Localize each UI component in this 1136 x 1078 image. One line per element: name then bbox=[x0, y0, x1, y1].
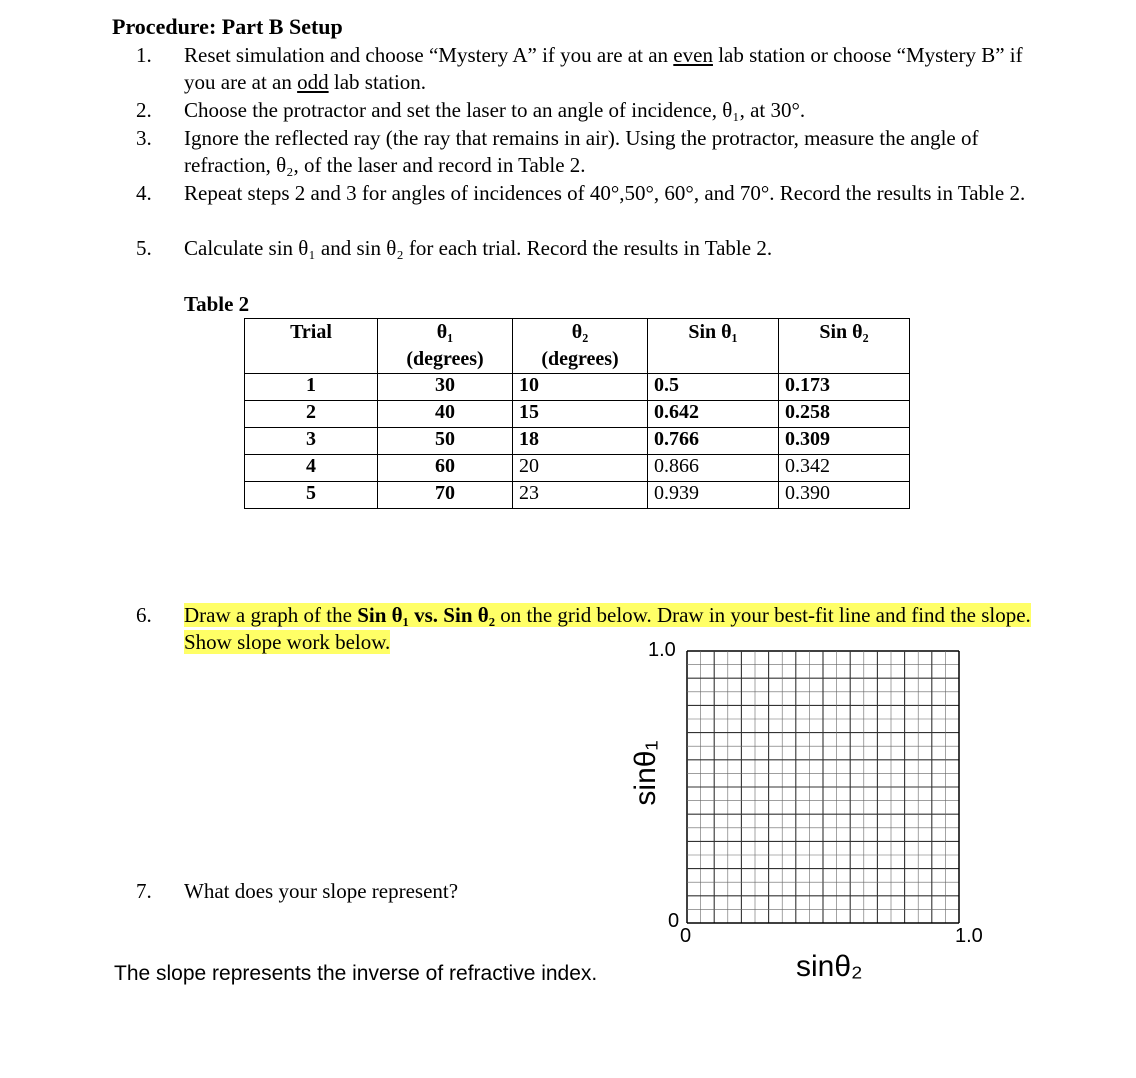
table-row bbox=[245, 428, 910, 455]
step-number: 7. bbox=[136, 879, 152, 903]
cell-theta1: 70 bbox=[378, 482, 513, 509]
cell-theta1: 60 bbox=[378, 455, 513, 482]
header-theta2: θ₂ (degrees) bbox=[513, 319, 648, 374]
step-number: 5. bbox=[136, 236, 152, 260]
header-sin-theta1: Sin θ₁ bbox=[648, 319, 779, 374]
cell-sin-theta1: 0.766 bbox=[648, 428, 779, 455]
step-text: What does your slope represent? bbox=[184, 879, 459, 903]
cell-sin-theta1: 0.866 bbox=[648, 455, 779, 482]
table-row bbox=[245, 374, 910, 401]
step-3 bbox=[136, 125, 1056, 179]
step-1 bbox=[136, 42, 1056, 96]
step-text: Repeat steps 2 and 3 for angles of incidences of 40°,50°, 60°, and 70°. Record the results in Table 2. bbox=[184, 181, 1026, 205]
cell-theta2: 23 bbox=[513, 482, 648, 509]
cell-sin-theta2: 0.258 bbox=[779, 401, 910, 428]
cell-trial: 4 bbox=[245, 455, 378, 482]
cell-trial: 2 bbox=[245, 401, 378, 428]
cell-sin-theta2: 0.390 bbox=[779, 482, 910, 509]
step-number: 1. bbox=[136, 43, 152, 67]
step-text: Reset simulation and choose “Mystery A” if you are at an even lab station or choose “Mystery B” if you are at an odd lab station. bbox=[184, 43, 1023, 94]
cell-theta2: 10 bbox=[513, 374, 648, 401]
cell-sin-theta2: 0.173 bbox=[779, 374, 910, 401]
y-axis-min-label: 0 bbox=[668, 910, 680, 932]
step-text: Ignore the reflected ray (the ray that remains in air). Using the protractor, measure the angle of refraction, θ₂, of the laser and record in Table 2. bbox=[184, 126, 979, 177]
results-table bbox=[244, 318, 910, 509]
x-axis-title: sinθ₂ bbox=[796, 950, 863, 983]
step-text: Draw a graph of the Sin θ₁ vs. Sin θ₂ on the grid below. Draw in your best-fit line and find the slope. Show slope work below. bbox=[184, 603, 1031, 654]
cell-theta1: 30 bbox=[378, 374, 513, 401]
step-text: Choose the protractor and set the laser to an angle of incidence, θ₁, at 30°. bbox=[184, 98, 806, 122]
step-number: 2. bbox=[136, 98, 152, 122]
cell-theta2: 15 bbox=[513, 401, 648, 428]
cell-sin-theta2: 0.342 bbox=[779, 455, 910, 482]
header-sin-theta2: Sin θ₂ bbox=[779, 319, 910, 374]
x-axis-max-label: 1.0 bbox=[955, 925, 983, 947]
cell-sin-theta1: 0.642 bbox=[648, 401, 779, 428]
cell-theta2: 20 bbox=[513, 455, 648, 482]
step-number: 3. bbox=[136, 126, 152, 150]
cell-theta2: 18 bbox=[513, 428, 648, 455]
table-row bbox=[245, 482, 910, 509]
header-theta1: θ₁ (degrees) bbox=[378, 319, 513, 374]
step-number: 4. bbox=[136, 181, 152, 205]
section-heading: Procedure: Part B Setup bbox=[112, 14, 343, 39]
step-text: Calculate sin θ₁ and sin θ₂ for each trial. Record the results in Table 2. bbox=[184, 236, 773, 260]
cell-theta1: 50 bbox=[378, 428, 513, 455]
y-axis-title: sinθ₁ bbox=[629, 740, 662, 806]
step-5 bbox=[136, 235, 1056, 262]
step-4 bbox=[136, 180, 1056, 207]
y-axis-max-label: 1.0 bbox=[648, 639, 676, 661]
table-row bbox=[245, 401, 910, 428]
cell-sin-theta1: 0.939 bbox=[648, 482, 779, 509]
step-number: 6. bbox=[136, 603, 152, 627]
step-6 bbox=[136, 602, 1036, 656]
grid-lines bbox=[687, 651, 959, 923]
table-row bbox=[245, 455, 910, 482]
cell-sin-theta1: 0.5 bbox=[648, 374, 779, 401]
x-axis-min-label: 0 bbox=[680, 925, 692, 947]
answer-text: The slope represents the inverse of refractive index. bbox=[114, 962, 598, 985]
cell-trial: 1 bbox=[245, 374, 378, 401]
cell-sin-theta2: 0.309 bbox=[779, 428, 910, 455]
graph-grid[interactable] bbox=[686, 650, 960, 924]
cell-trial: 5 bbox=[245, 482, 378, 509]
table-caption: Table 2 bbox=[184, 292, 250, 316]
cell-trial: 3 bbox=[245, 428, 378, 455]
table-header-row bbox=[245, 319, 910, 374]
cell-theta1: 40 bbox=[378, 401, 513, 428]
step-2 bbox=[136, 97, 1056, 124]
header-trial: Trial bbox=[245, 319, 378, 374]
step-7 bbox=[136, 878, 636, 905]
